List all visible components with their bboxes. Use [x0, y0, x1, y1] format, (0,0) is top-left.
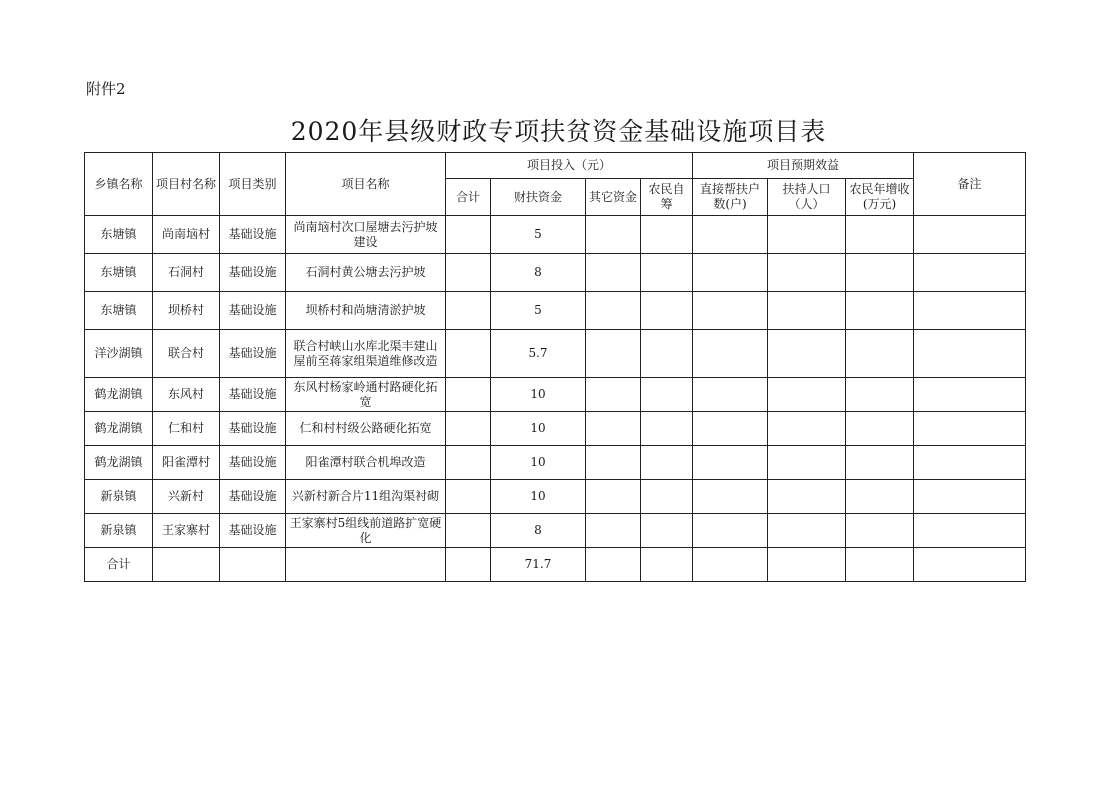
cell-income — [846, 514, 914, 548]
cell-type: 基础设施 — [220, 216, 286, 254]
cell-project-name: 王家寨村5组线前道路扩宽硬化 — [286, 514, 446, 548]
cell-households — [693, 412, 768, 446]
cell-village: 尚南垴村 — [153, 216, 220, 254]
cell-people — [768, 446, 846, 480]
cell-households — [693, 378, 768, 412]
cell-remarks — [914, 446, 1026, 480]
cell-poverty-fund: 8 — [491, 254, 586, 292]
cell-other-fund — [586, 292, 641, 330]
cell-households — [693, 216, 768, 254]
cell-other-fund — [586, 514, 641, 548]
cell-households — [693, 514, 768, 548]
table-header — [85, 153, 1026, 216]
cell-town: 洋沙湖镇 — [85, 330, 153, 378]
cell-people — [768, 412, 846, 446]
cell-project-name: 兴新村新合片11组沟渠衬砌 — [286, 480, 446, 514]
cell-other-fund — [586, 446, 641, 480]
table-body — [85, 216, 1026, 582]
cell-income — [846, 412, 914, 446]
cell-people — [768, 216, 846, 254]
cell-project-name: 东风村杨家岭通村路硬化拓宽 — [286, 378, 446, 412]
cell-farmer-self-fund — [641, 378, 693, 412]
cell-people — [768, 548, 846, 582]
cell-poverty-fund: 5 — [491, 292, 586, 330]
cell-project-name: 坝桥村和尚塘清淤护坡 — [286, 292, 446, 330]
cell-type: 基础设施 — [220, 514, 286, 548]
cell-other-fund — [586, 254, 641, 292]
cell-income — [846, 292, 914, 330]
cell-income — [846, 330, 914, 378]
header-households: 直接帮扶户数(户) — [693, 179, 768, 216]
cell-type: 基础设施 — [220, 480, 286, 514]
cell-town: 鹤龙湖镇 — [85, 412, 153, 446]
header-project-name: 项目名称 — [286, 153, 446, 216]
cell-income — [846, 446, 914, 480]
cell-village: 联合村 — [153, 330, 220, 378]
total-row — [85, 548, 1026, 582]
cell-poverty-fund: 10 — [491, 412, 586, 446]
cell-people — [768, 292, 846, 330]
cell-type — [220, 548, 286, 582]
cell-poverty-fund: 8 — [491, 514, 586, 548]
cell-remarks — [914, 216, 1026, 254]
cell-village: 东风村 — [153, 378, 220, 412]
cell-people — [768, 254, 846, 292]
cell-investment-total — [446, 378, 491, 412]
cell-investment-total — [446, 514, 491, 548]
cell-households — [693, 446, 768, 480]
header-remarks: 备注 — [914, 153, 1026, 216]
cell-total-label: 合计 — [85, 548, 153, 582]
cell-village: 石洞村 — [153, 254, 220, 292]
cell-investment-total — [446, 446, 491, 480]
cell-income — [846, 378, 914, 412]
cell-households — [693, 292, 768, 330]
header-benefit-group: 项目预期效益 — [693, 153, 914, 179]
table-row — [85, 412, 1026, 446]
cell-poverty-fund: 10 — [491, 378, 586, 412]
cell-people — [768, 480, 846, 514]
header-farmer-self-fund: 农民自筹 — [641, 179, 693, 216]
cell-people — [768, 514, 846, 548]
cell-farmer-self-fund — [641, 292, 693, 330]
header-village: 项目村名称 — [153, 153, 220, 216]
cell-village: 阳雀潭村 — [153, 446, 220, 480]
cell-investment-total — [446, 216, 491, 254]
table-row — [85, 292, 1026, 330]
cell-farmer-self-fund — [641, 514, 693, 548]
cell-poverty-fund: 5 — [491, 216, 586, 254]
cell-investment-total — [446, 548, 491, 582]
cell-other-fund — [586, 548, 641, 582]
header-poverty-fund: 财扶资金 — [491, 179, 586, 216]
cell-village — [153, 548, 220, 582]
cell-farmer-self-fund — [641, 480, 693, 514]
table-row — [85, 446, 1026, 480]
cell-households — [693, 480, 768, 514]
header-town: 乡镇名称 — [85, 153, 153, 216]
project-table — [84, 152, 1026, 582]
header-type: 项目类别 — [220, 153, 286, 216]
cell-people — [768, 330, 846, 378]
cell-other-fund — [586, 480, 641, 514]
cell-total-poverty-fund: 71.7 — [491, 548, 586, 582]
header-investment-total: 合计 — [446, 179, 491, 216]
cell-type: 基础设施 — [220, 254, 286, 292]
cell-town: 东塘镇 — [85, 216, 153, 254]
cell-project-name — [286, 548, 446, 582]
cell-farmer-self-fund — [641, 412, 693, 446]
cell-town: 新泉镇 — [85, 514, 153, 548]
cell-households — [693, 254, 768, 292]
cell-type: 基础设施 — [220, 378, 286, 412]
cell-type: 基础设施 — [220, 292, 286, 330]
table-row — [85, 514, 1026, 548]
cell-type: 基础设施 — [220, 330, 286, 378]
cell-town: 鹤龙湖镇 — [85, 378, 153, 412]
cell-farmer-self-fund — [641, 548, 693, 582]
cell-farmer-self-fund — [641, 254, 693, 292]
cell-town: 东塘镇 — [85, 292, 153, 330]
cell-remarks — [914, 292, 1026, 330]
document-title: 2020年县级财政专项扶贫资金基础设施项目表 — [290, 117, 827, 146]
cell-village: 仁和村 — [153, 412, 220, 446]
cell-village: 兴新村 — [153, 480, 220, 514]
cell-project-name: 石洞村黄公塘去污护坡 — [286, 254, 446, 292]
cell-project-name: 阳雀潭村联合机埠改造 — [286, 446, 446, 480]
cell-project-name: 联合村峡山水库北渠丰建山屋前至蒋家组渠道维修改造 — [286, 330, 446, 378]
cell-town: 新泉镇 — [85, 480, 153, 514]
cell-village: 王家寨村 — [153, 514, 220, 548]
cell-farmer-self-fund — [641, 330, 693, 378]
cell-households — [693, 330, 768, 378]
header-people: 扶持人口（人） — [768, 179, 846, 216]
table-row — [85, 480, 1026, 514]
table-row — [85, 330, 1026, 378]
cell-remarks — [914, 254, 1026, 292]
cell-income — [846, 480, 914, 514]
cell-project-name: 尚南垴村次口屋塘去污护坡建设 — [286, 216, 446, 254]
cell-town: 鹤龙湖镇 — [85, 446, 153, 480]
cell-remarks — [914, 378, 1026, 412]
attachment-label: 附件2 — [86, 80, 126, 98]
cell-people — [768, 378, 846, 412]
cell-remarks — [914, 514, 1026, 548]
cell-remarks — [914, 480, 1026, 514]
cell-households — [693, 548, 768, 582]
cell-remarks — [914, 330, 1026, 378]
cell-investment-total — [446, 480, 491, 514]
cell-investment-total — [446, 292, 491, 330]
cell-other-fund — [586, 216, 641, 254]
cell-investment-total — [446, 412, 491, 446]
cell-investment-total — [446, 330, 491, 378]
cell-project-name: 仁和村村级公路硬化拓宽 — [286, 412, 446, 446]
cell-village: 坝桥村 — [153, 292, 220, 330]
cell-remarks — [914, 412, 1026, 446]
table-row — [85, 254, 1026, 292]
cell-income — [846, 216, 914, 254]
cell-farmer-self-fund — [641, 446, 693, 480]
cell-investment-total — [446, 254, 491, 292]
header-other-fund: 其它资金 — [586, 179, 641, 216]
cell-poverty-fund: 10 — [491, 480, 586, 514]
cell-other-fund — [586, 412, 641, 446]
cell-other-fund — [586, 330, 641, 378]
cell-type: 基础设施 — [220, 412, 286, 446]
cell-income — [846, 548, 914, 582]
cell-remarks — [914, 548, 1026, 582]
cell-income — [846, 254, 914, 292]
cell-poverty-fund: 10 — [491, 446, 586, 480]
header-investment-group: 项目投入（元） — [446, 153, 693, 179]
cell-farmer-self-fund — [641, 216, 693, 254]
cell-poverty-fund: 5.7 — [491, 330, 586, 378]
cell-type: 基础设施 — [220, 446, 286, 480]
cell-other-fund — [586, 378, 641, 412]
table-row — [85, 216, 1026, 254]
header-income: 农民年增收(万元) — [846, 179, 914, 216]
cell-town: 东塘镇 — [85, 254, 153, 292]
table-row — [85, 378, 1026, 412]
